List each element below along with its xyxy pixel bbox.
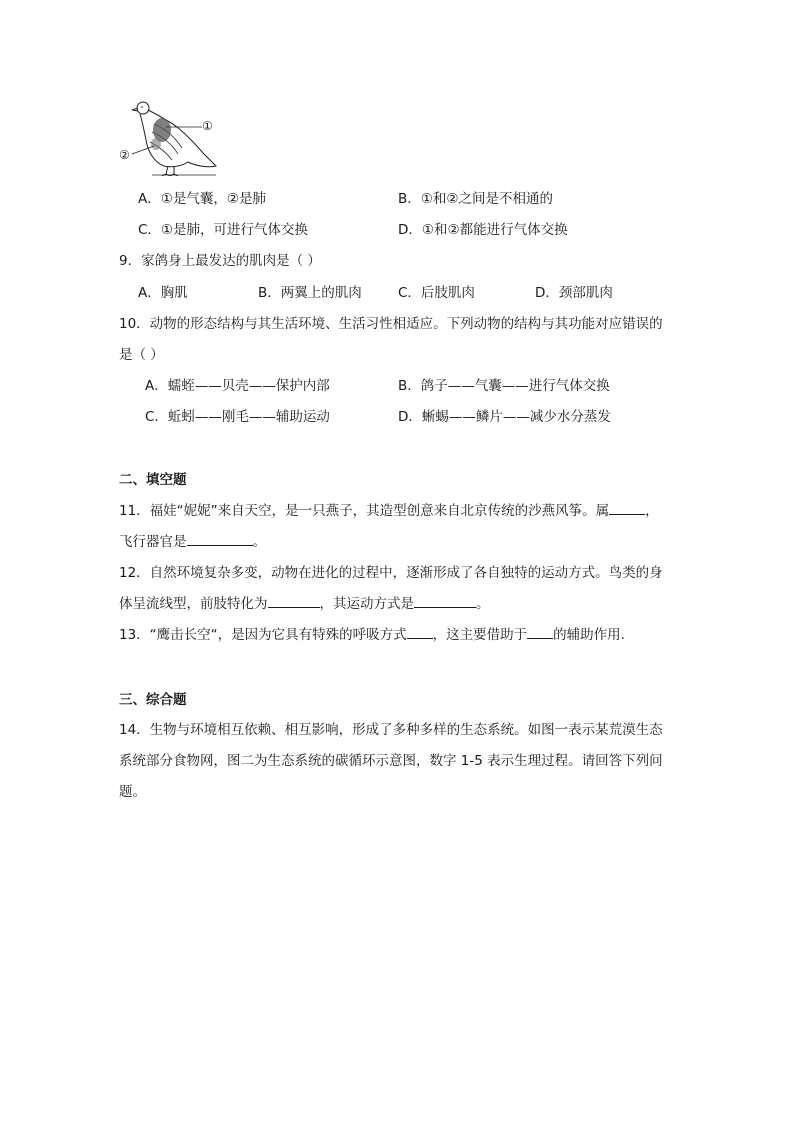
q9-option-a: A．胸肌 [138,285,188,301]
q10-option-b: B．鸽子——气囊——进行气体交换 [398,378,610,394]
q10-stem-line2: 是（ ） [119,347,164,363]
q13-blank-1 [407,626,433,639]
q14-line3: 题。 [119,784,146,800]
q11-text-1: 11．福娃“妮妮”来自天空，是一只燕子，其造型创意来自北京传统的沙燕风筝。属 [119,503,610,519]
q9-option-c: C．后肢肌肉 [398,285,475,301]
q13-text-1: 13．“鹰击长空“，是因为它具有特殊的呼吸方式 [119,627,407,643]
figure-label-1: ① [202,119,213,133]
q9-option-d: D．颈部肌肉 [535,285,613,301]
q9-stem: 9．家鸽身上最发达的肌肉是（ ） [119,253,321,269]
q12-text-3: 。 [476,596,490,612]
q11-blank-2 [187,533,253,546]
q11-text-4: 。 [252,534,266,550]
q9-option-b: B．两翼上的肌肉 [258,285,362,301]
figure-label-2: ② [119,148,130,162]
q12-text-2: ，其运动方式是 [319,596,414,612]
q12-blank-1 [268,595,320,608]
q11-text-2: ， [645,503,659,519]
q8-option-a: A．①是气囊，②是肺 [138,191,266,207]
q8-option-c: C．①是肺，可进行气体交换 [138,222,309,238]
q10-option-a: A．蠕蛭——贝壳——保护内部 [145,378,330,394]
q11-line2 [119,530,266,550]
section-3-title: 三、综合题 [119,692,187,708]
q12-text-1: 体呈流线型，前肢特化为 [119,596,268,612]
q10-option-d: D．蜥蜴——鳞片——减少水分蒸发 [398,409,611,425]
q8-option-d: D．①和②都能进行气体交换 [398,222,568,238]
q13-text-3: 的辅助作用. [553,627,625,643]
q14-line1: 14．生物与环境相互依赖、相互影响，形成了多种多样的生态系统。如图一表示某荒漠生态 [119,722,663,738]
q13-blank-2 [527,626,553,639]
q12-blank-2 [414,595,476,608]
section-2-title: 二、填空题 [119,472,187,488]
q11-blank-1 [609,502,645,515]
pigeon-drawing [116,96,224,176]
pigeon-diagram [116,96,224,176]
q8-option-b: B．①和②之间是不相通的 [398,191,553,207]
q10-option-c: C．蚯蚓——刚毛——辅助运动 [145,409,330,425]
q12-line2 [119,592,490,612]
q13-text-2: ，这主要借助于 [432,627,528,643]
q12-line1: 12．自然环境复杂多变，动物在进化的过程中，逐渐形成了各自独特的运动方式。鸟类的身 [119,565,663,581]
q14-line2: 系统部分食物网，图二为生态系统的碳循环示意图，数字 1-5 表示生理过程。请回答下列问 [119,753,663,769]
q10-stem-line1: 10．动物的形态结构与其生活环境、生活习性相适应。下列动物的结构与其功能对应错误的 [119,316,663,332]
q11-text-3: 飞行器官是 [119,534,187,550]
q13-line [119,623,625,643]
q11-line1 [119,499,659,519]
